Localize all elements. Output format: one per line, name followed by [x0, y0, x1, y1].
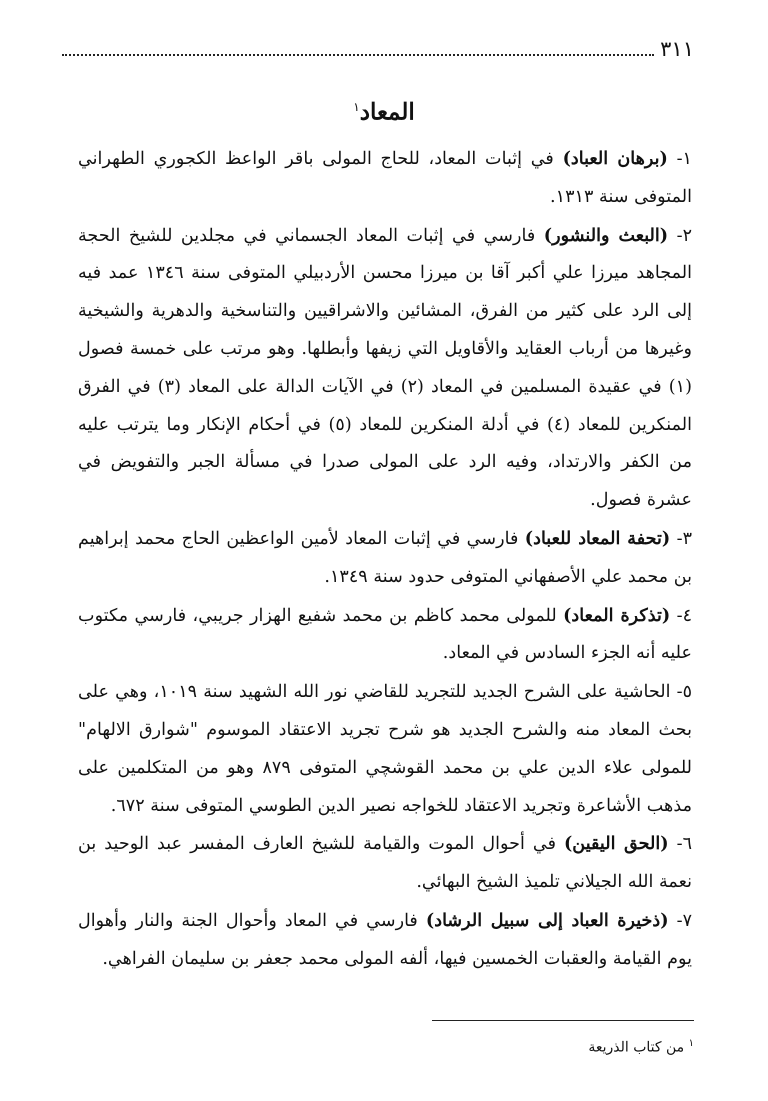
entry-number: ٧-: [676, 910, 693, 931]
entry-number: ٢-: [676, 225, 693, 246]
footnote-separator: [432, 1020, 694, 1021]
footnote-marker: ١: [688, 1038, 694, 1049]
list-item: [78, 217, 692, 520]
entry-description: للمولى محمد كاظم بن محمد شفيع الهزار جريبي، فارسي مكتوب عليه أنه الجزء السادس في المعاد.: [78, 605, 692, 664]
entry-book-title: (البعث والنشور): [543, 224, 669, 246]
list-item: [78, 520, 692, 597]
list-item: [78, 673, 692, 825]
header-dotted-leader: [62, 54, 654, 56]
page-header: [62, 36, 694, 62]
entry-description: في إثبات المعاد، للحاج المولى باقر الواعظ الكجوري الطهراني المتوفى سنة ١٣١٣.: [78, 149, 692, 207]
entry-description: فارسي في المعاد وأحوال الجنة والنار وأهوال يوم القيامة والعقبات الخمسين فيها، ألفه المولى محمد جعفر بن سليمان الفراهي.: [78, 910, 692, 969]
footnote-text: من كتاب الذريعة: [588, 1039, 685, 1056]
footnote: [430, 1034, 694, 1058]
list-item: [78, 597, 692, 674]
entries-list: [78, 140, 692, 979]
entry-description: في أحوال الموت والقيامة للشيخ العارف المفسر عبد الوحيد بن نعمة الله الجيلاني تلميذ الشيخ البهائي.: [78, 834, 692, 893]
entry-description: فارسي في إثبات المعاد الجسماني في مجلدين للشيخ الحجة المجاهد ميرزا علي أكبر آقا بن ميرزا محسن الأردبيلي المتوفى سنة ١٣٤٦ عمد فيه إلى الرد على كثير من الفرق، المشائين والاشراقيين والتناسخية والدهرية والشيخية وغيرها من أرباب العقايد والأقاويل التي زيفها وأبطلها. وهو مرتب على خمسة فصول (١) في عقيدة المسلمين في المعاد (٢) في الآيات الدالة على المعاد (٣) في الفرق المنكرين للمعاد (٤) في أدلة المنكرين للمعاد (٥) في أحكام الإنكار وما يترتب عليه من الكفر والارتداد، وفيه الرد على المولى صدرا في مسألة الجبر والتفويض في عشرة فصول.: [78, 225, 692, 511]
entry-book-title: (تحفة المعاد للعباد): [524, 527, 671, 549]
entry-number: ٦-: [676, 834, 693, 855]
list-item: [78, 140, 692, 217]
section-title-text: المعاد: [359, 98, 415, 126]
list-item: [78, 902, 692, 979]
entry-description: فارسي في إثبات المعاد لأمين الواعظين الحاج محمد إبراهيم بن محمد علي الأصفهاني المتوفى حدود سنة ١٣٤٩.: [78, 528, 692, 587]
entry-number: ٥-: [676, 682, 693, 703]
title-footnote-marker: ١: [353, 100, 360, 114]
list-item: [78, 825, 692, 902]
entry-book-title: (برهان العباد): [562, 148, 668, 169]
entry-number: ٣-: [676, 528, 693, 549]
entry-book-title: (الحق اليقين): [563, 833, 669, 855]
entry-book-title: (تذكرة المعاد): [563, 604, 671, 626]
entry-number: ١-: [676, 149, 692, 169]
entry-description: الحاشية على الشرح الجديد للتجريد للقاضي نور الله الشهيد سنة ١٠١٩، وهي على بحث المعاد منه والشرح الجديد هو شرح تجريد الاعتقاد الموسوم "شوارق الالهام" للمولى علاء الدين علي بن محمد القوشچي المتوفى ٨٧٩ وهو من المتكلمين على مذهب الأشاعرة وتجريد الاعتقاد للخواجه نصير الدين الطوسي المتوفى سنة ٦٧٢.: [78, 682, 692, 816]
entry-number: ٤-: [676, 605, 693, 626]
page-number: ٣١١: [660, 37, 694, 61]
section-title: [0, 92, 768, 128]
entry-book-title: (ذخيرة العباد إلى سبيل الرشاد): [425, 909, 669, 931]
